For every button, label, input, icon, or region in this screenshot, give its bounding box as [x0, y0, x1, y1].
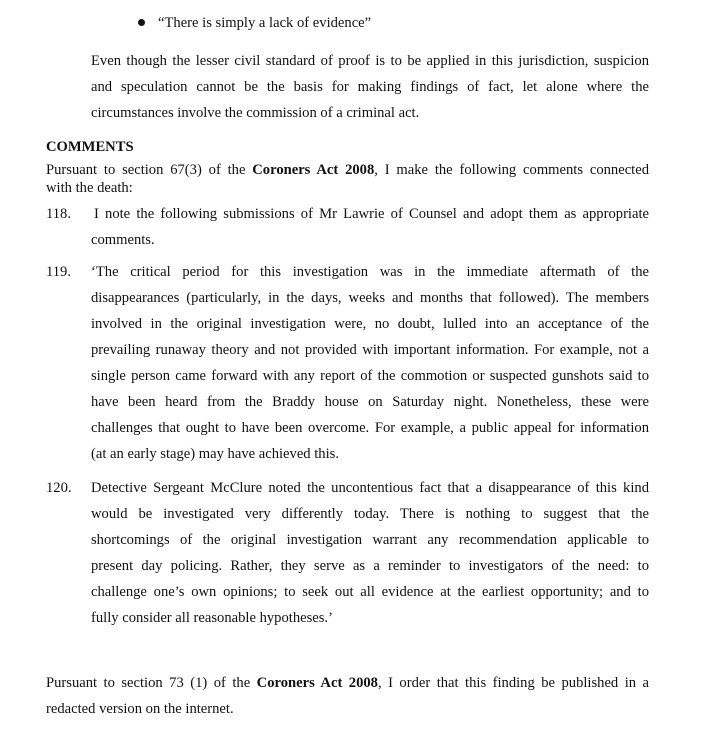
- para-119-line-5: single person came forward with any report of the commotion or suspected gunshots said to: [91, 368, 649, 384]
- comments-intro-text-a: Pursuant to section 67(3) of the: [46, 162, 253, 178]
- act-name-bold: Coroners Act 2008: [252, 162, 375, 178]
- closing-line-2: redacted version on the internet.: [46, 701, 234, 717]
- para-120-line-4: present day policing. Rather, they serve as a reminder to investigators of the need: to: [91, 558, 649, 574]
- para-120-line-6: fully consider all reasonable hypotheses.’: [91, 610, 333, 626]
- paragraph-number-118: 118.: [46, 206, 71, 222]
- paragraph-number-120: 120.: [46, 480, 72, 496]
- closing-line-1: [46, 674, 649, 692]
- closing-text-b: , I order that this finding be published in a: [377, 675, 650, 691]
- para-120-line-2: would be investigated very differently today. There is nothing to suggest that the: [91, 506, 649, 522]
- para-119-line-8: (at an early stage) may have achieved this.: [91, 446, 339, 462]
- bullet-icon: [138, 19, 145, 26]
- para-120-line-1: Detective Sergeant McClure noted the uncontentious fact that a disappearance of this kind: [91, 480, 649, 496]
- para-119-line-2: disappearances (particularly, in the days, weeks and months that followed). The members: [91, 290, 649, 306]
- intro-line-3: circumstances involve the commission of a criminal act.: [91, 105, 420, 121]
- para-120-line-3: shortcomings of the original investigation warrant any recommendation applicable to: [91, 532, 649, 548]
- bullet-quote: “There is simply a lack of evidence”: [158, 15, 372, 31]
- paragraph-number-119: 119.: [46, 264, 71, 280]
- para-120-line-5: challenge one’s own opinions; to seek out all evidence at the earliest opportunity; and to: [91, 584, 649, 600]
- comments-heading: COMMENTS: [46, 139, 134, 155]
- closing-text-a: Pursuant to section 73 (1) of the: [46, 675, 257, 691]
- para-118-line-2: comments.: [91, 232, 155, 248]
- para-119-line-1: ‘The critical period for this investigation was in the immediate aftermath of the: [91, 264, 649, 280]
- para-119-line-6: have been heard from the Braddy house on Saturday night. Nonetheless, these were: [91, 394, 649, 410]
- para-118-line-1: I note the following submissions of Mr Lawrie of Counsel and adopt them as appropriate: [94, 206, 649, 222]
- para-119-line-7: challenges that ought to have been overcome. For example, a public appeal for information: [91, 420, 649, 436]
- intro-line-1: Even though the lesser civil standard of proof is to be applied in this jurisdiction, suspicion: [91, 53, 649, 69]
- comments-intro-text-b: , I make the following comments connected: [374, 162, 649, 178]
- intro-line-2: and speculation cannot be the basis for making findings of fact, let alone where the: [91, 79, 649, 95]
- comments-intro-line-2: with the death:: [46, 180, 133, 196]
- para-119-line-3: involved in the original investigation were, no doubt, lulled into an acceptance of the: [91, 316, 649, 332]
- comments-intro-line-1: [46, 161, 649, 179]
- para-119-line-4: prevailing runaway theory and not provided with important information. For example, not a: [91, 342, 649, 358]
- closing-act-name-bold: Coroners Act 2008: [256, 675, 378, 691]
